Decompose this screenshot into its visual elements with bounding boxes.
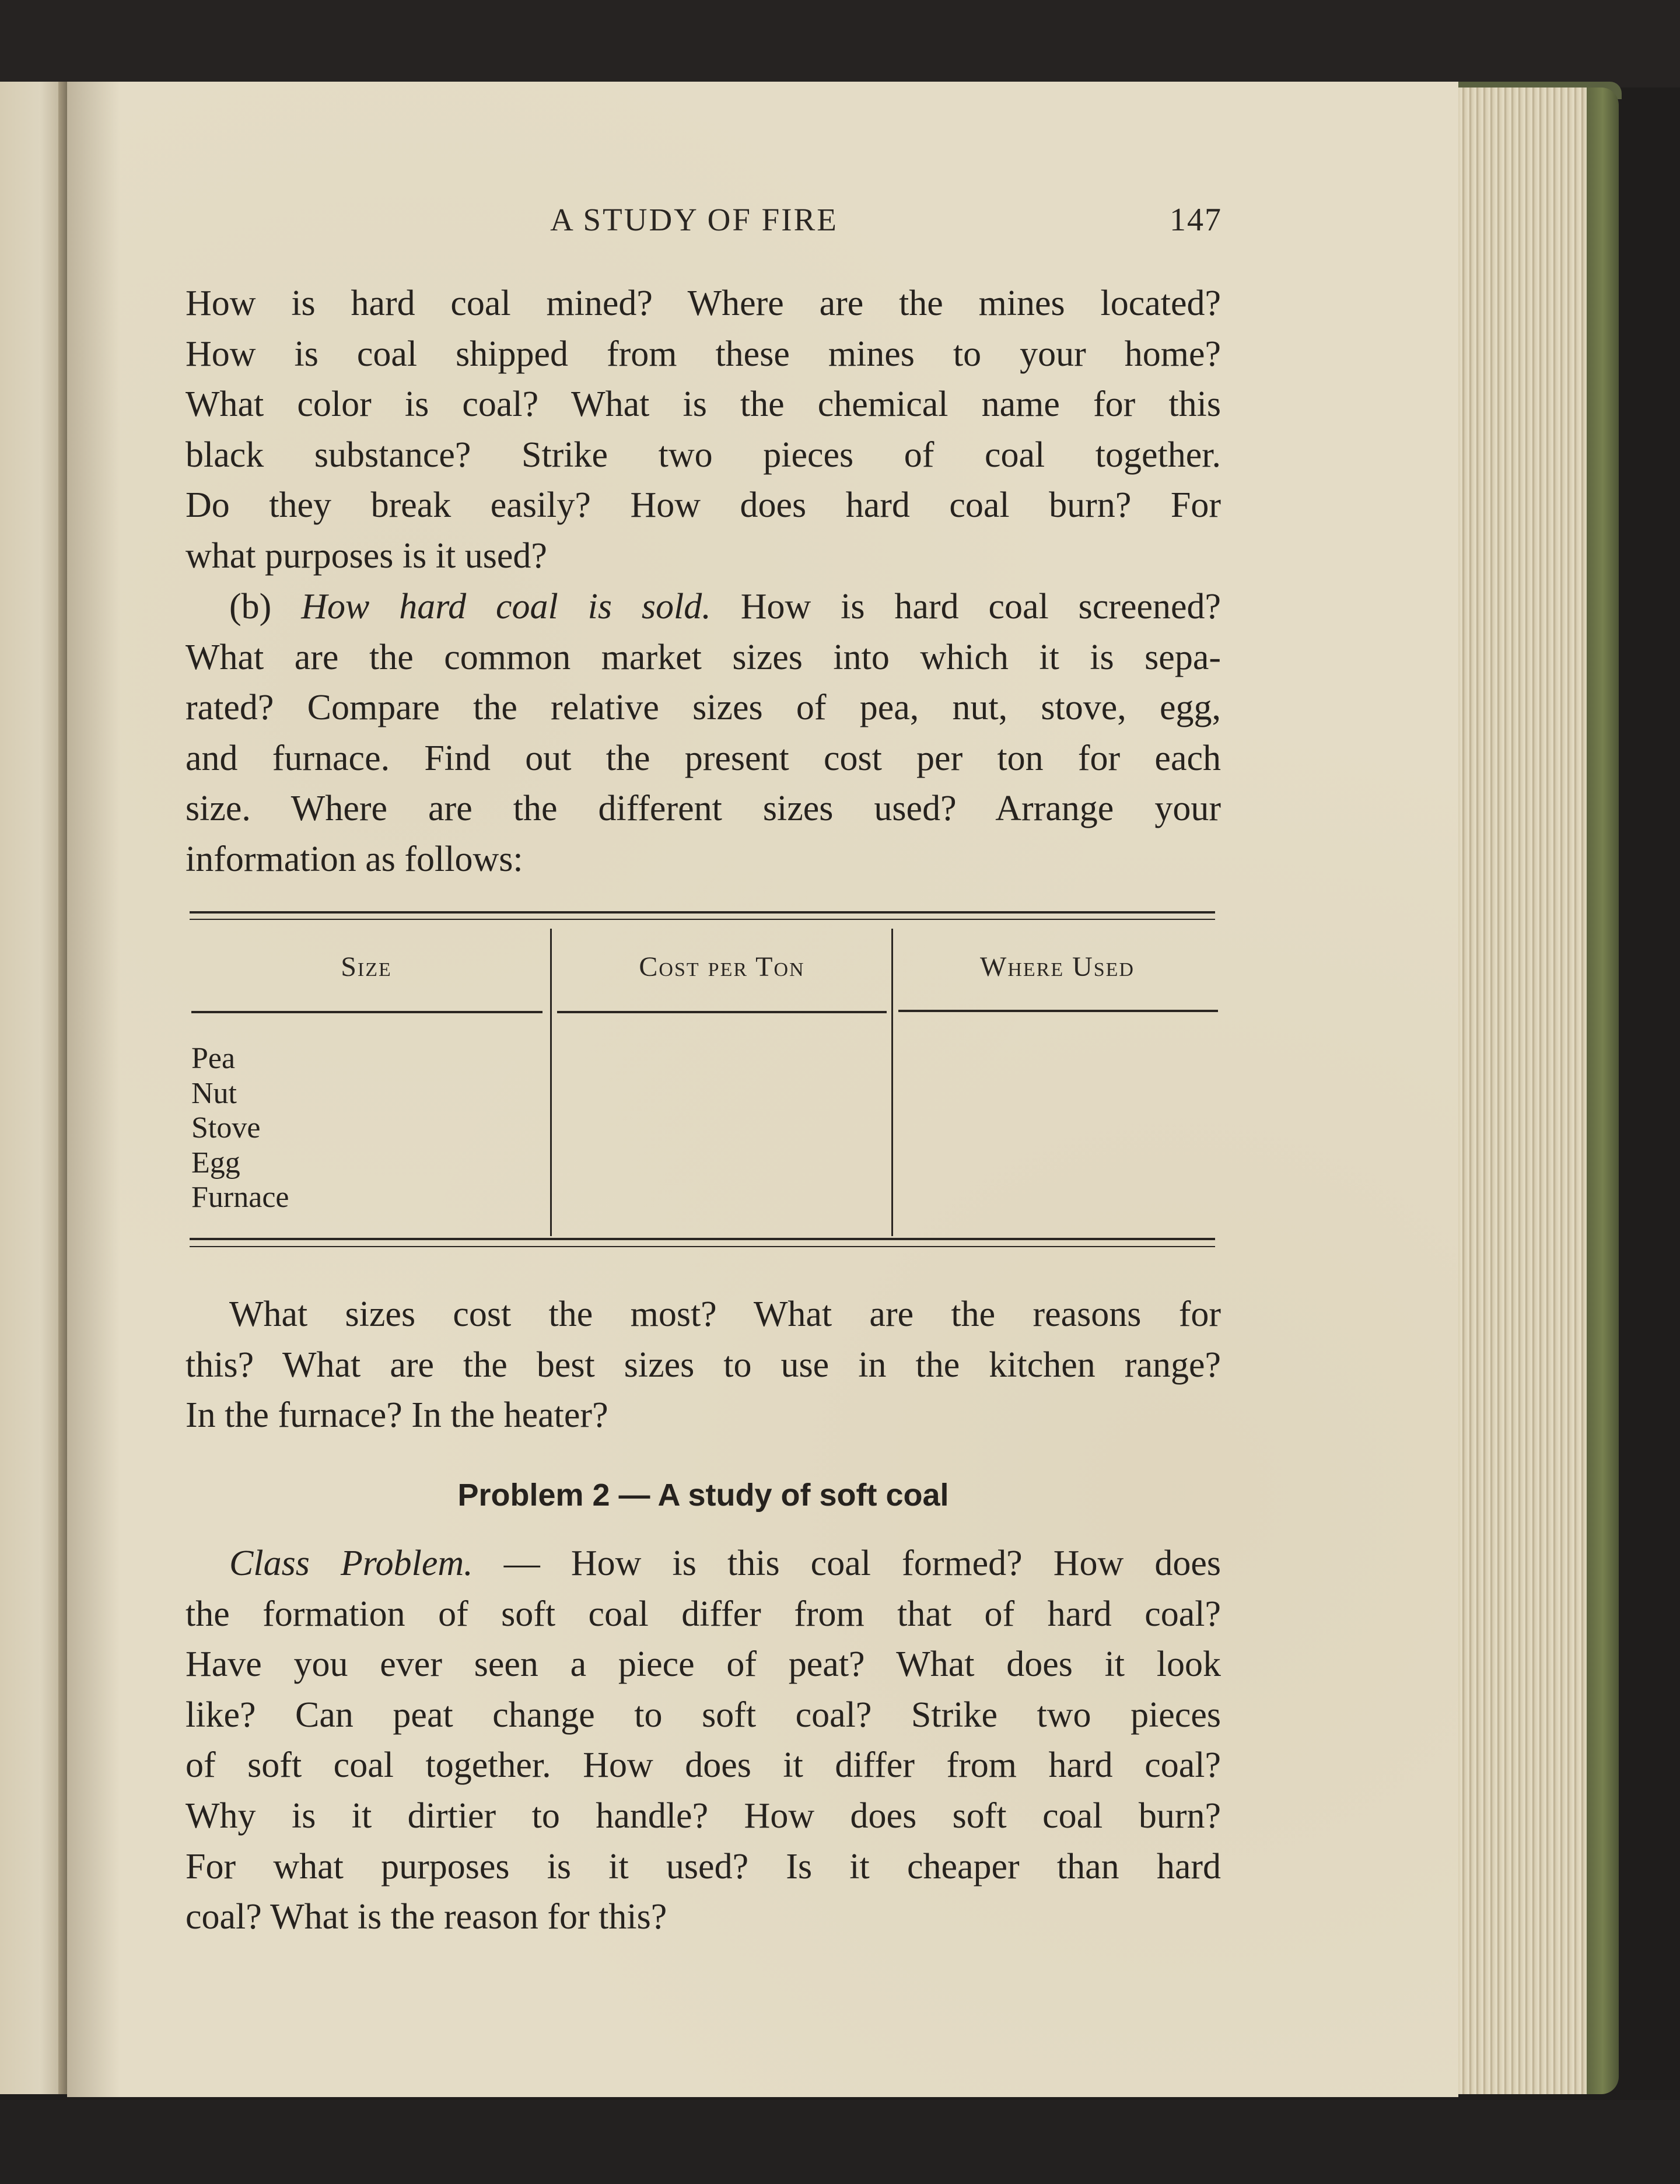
text-line: this? What are the best sizes to use in the kitchen range? (186, 1345, 1221, 1385)
text-line: size. Where are the different sizes used? Arrange your (186, 789, 1221, 829)
text-line: How is hard coal mined? Where are the mines located? (186, 284, 1221, 323)
table-header-cost: Cost per Ton (639, 951, 805, 982)
text-line: the formation of soft coal differ from that of hard coal? (186, 1594, 1221, 1634)
text-fragment: How is hard coal screened? (740, 587, 1222, 626)
table-top-rule-thin (190, 919, 1215, 920)
text-line: For what purposes is it used? Is it cheaper than hard (186, 1846, 1221, 1887)
text-fragment: What sizes cost the most? What are the reasons for (229, 1294, 1221, 1334)
text-line (186, 1538, 1221, 1589)
text-line: information as follows: (186, 839, 523, 879)
background-bottom (0, 2100, 1680, 2184)
page-number: 147 (1170, 202, 1222, 238)
text-line: coal? What is the reason for this? (186, 1897, 667, 1937)
running-head (0, 201, 1680, 242)
size-item: Pea (191, 1042, 236, 1075)
text-line: How is coal shipped from these mines to your home? (186, 334, 1221, 374)
problem-heading: Problem 2 — A study of soft coal (457, 1478, 949, 1513)
text-line (186, 1289, 1221, 1340)
table-header-where-used: Where Used (980, 951, 1135, 982)
header-underline (557, 1011, 887, 1013)
text-line (186, 582, 1221, 632)
text-line: of soft coal together. How does it differ from hard coal? (186, 1745, 1221, 1786)
paragraph-how-coal-is-sold (186, 582, 1221, 885)
size-item: Nut (191, 1076, 237, 1110)
text-fragment: — How is this coal formed? How does (503, 1544, 1222, 1583)
size-item: Furnace (191, 1181, 289, 1214)
text-line: In the furnace? In the heater? (186, 1395, 608, 1436)
size-list (191, 1041, 289, 1215)
header-underline (898, 1010, 1218, 1012)
table-column-rule (550, 929, 552, 1236)
table-bottom-rule (190, 1238, 1215, 1240)
text-line: Why is it dirtier to handle? How does soft coal burn? (186, 1796, 1221, 1836)
gutter-shadow (67, 82, 120, 2097)
running-title: A STUDY OF FIRE (550, 202, 838, 237)
paragraph-cost-questions (186, 1289, 1221, 1441)
text-line: like? Can peat change to soft coal? Strike two pieces (186, 1695, 1221, 1735)
size-item: Stove (191, 1111, 261, 1144)
section-heading: How hard coal is sold. (301, 587, 711, 626)
header-underline (191, 1011, 542, 1013)
book-cover-edge (1587, 88, 1619, 2094)
left-page-edge (0, 82, 67, 2094)
table-column-rule (891, 929, 893, 1236)
text-line: and furnace. Find out the present cost per ton for each (186, 738, 1221, 778)
text-line: Do they break easily? How does hard coal burn? For (186, 485, 1221, 526)
text-line: rated? Compare the relative sizes of pea, nut, stove, egg, (186, 688, 1221, 728)
size-item: Egg (191, 1146, 240, 1180)
paragraph-hard-coal-questions (186, 278, 1221, 582)
background-top (0, 0, 1680, 88)
text-line: What are the common market sizes into which it is sepa- (186, 637, 1221, 677)
problem-label: Class Problem. (229, 1544, 473, 1583)
text-line: Have you ever seen a piece of peat? What does it look (186, 1644, 1221, 1685)
table-top-rule (190, 911, 1215, 914)
text-line: black substance? Strike two pieces of coal together. (186, 435, 1221, 475)
table-bottom-rule-thin (190, 1246, 1215, 1247)
paragraph-soft-coal-problem (186, 1538, 1221, 1943)
section-label: (b) (229, 587, 272, 626)
text-line: what purposes is it used? (186, 536, 547, 576)
table-header-size: Size (341, 951, 392, 982)
text-line: What color is coal? What is the chemical name for this (186, 384, 1221, 425)
